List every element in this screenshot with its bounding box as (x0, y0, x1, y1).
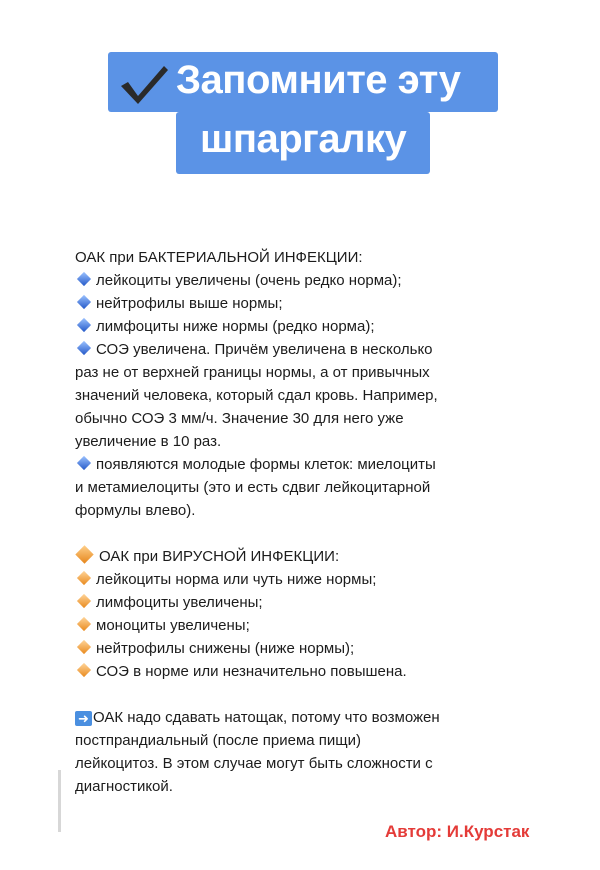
orange-diamond-icon (75, 545, 93, 563)
orange-diamond-icon (77, 640, 91, 654)
cheat-sheet-content (75, 246, 535, 798)
list-item-continuation: обычно СОЭ 3 мм/ч. Значение 30 для него уже (75, 410, 404, 427)
margin-divider (58, 770, 61, 832)
bacterial-heading: ОАК при БАКТЕРИАЛЬНОЙ ИНФЕКЦИИ: (75, 249, 363, 266)
list-item: лейкоциты увеличены (очень редко норма); (75, 269, 535, 292)
list-item-continuation: раз не от верхней границы нормы, а от привычных (75, 364, 430, 381)
list-item-continuation: увеличение в 10 раз. (75, 433, 222, 450)
list-item: СОЭ увеличена. Причём увеличена в несколько (75, 338, 535, 361)
blue-diamond-icon (77, 456, 91, 470)
orange-diamond-icon (77, 571, 91, 585)
note-line: лейкоцитоз. В этом случае могут быть сложности с (75, 755, 433, 772)
list-item: нейтрофилы выше нормы; (75, 292, 535, 315)
list-item: моноциты увеличены; (75, 614, 535, 637)
list-item: лимфоциты ниже нормы (редко норма); (75, 315, 535, 338)
blue-diamond-icon (77, 341, 91, 355)
blue-diamond-icon (77, 272, 91, 286)
list-item: СОЭ в норме или незначительно повышена. (75, 660, 535, 683)
orange-diamond-icon (77, 594, 91, 608)
blue-diamond-icon (77, 295, 91, 309)
orange-diamond-icon (77, 617, 91, 631)
viral-heading: ОАК при ВИРУСНОЙ ИНФЕКЦИИ: (99, 548, 340, 565)
list-item-continuation: значений человека, который сдал кровь. Например, (75, 387, 438, 404)
orange-diamond-icon (77, 663, 91, 677)
title-line-2: шпаргалку (200, 117, 407, 161)
author-credit: Автор: И.Курстак (385, 822, 530, 841)
note-line: ➜ ОАК надо сдавать натощак, потому что возможен (75, 706, 535, 729)
viral-heading-row (75, 545, 535, 568)
check-mark-icon (118, 62, 170, 108)
list-item: появляются молодые формы клеток: миелоциты (75, 453, 535, 476)
list-item: нейтрофилы снижены (ниже нормы); (75, 637, 535, 660)
right-arrow-icon: ➜ (75, 711, 92, 726)
title-line-1: Запомните эту (176, 58, 461, 102)
note-line: диагностикой. (75, 778, 173, 795)
list-item-continuation: формулы влево). (75, 502, 196, 519)
list-item-continuation: и метамиелоциты (это и есть сдвиг лейкоцитарной (75, 479, 431, 496)
list-item: лейкоциты норма или чуть ниже нормы; (75, 568, 535, 591)
blue-diamond-icon (77, 318, 91, 332)
note-line: постпрандиальный (после приема пищи) (75, 732, 362, 749)
list-item: лимфоциты увеличены; (75, 591, 535, 614)
